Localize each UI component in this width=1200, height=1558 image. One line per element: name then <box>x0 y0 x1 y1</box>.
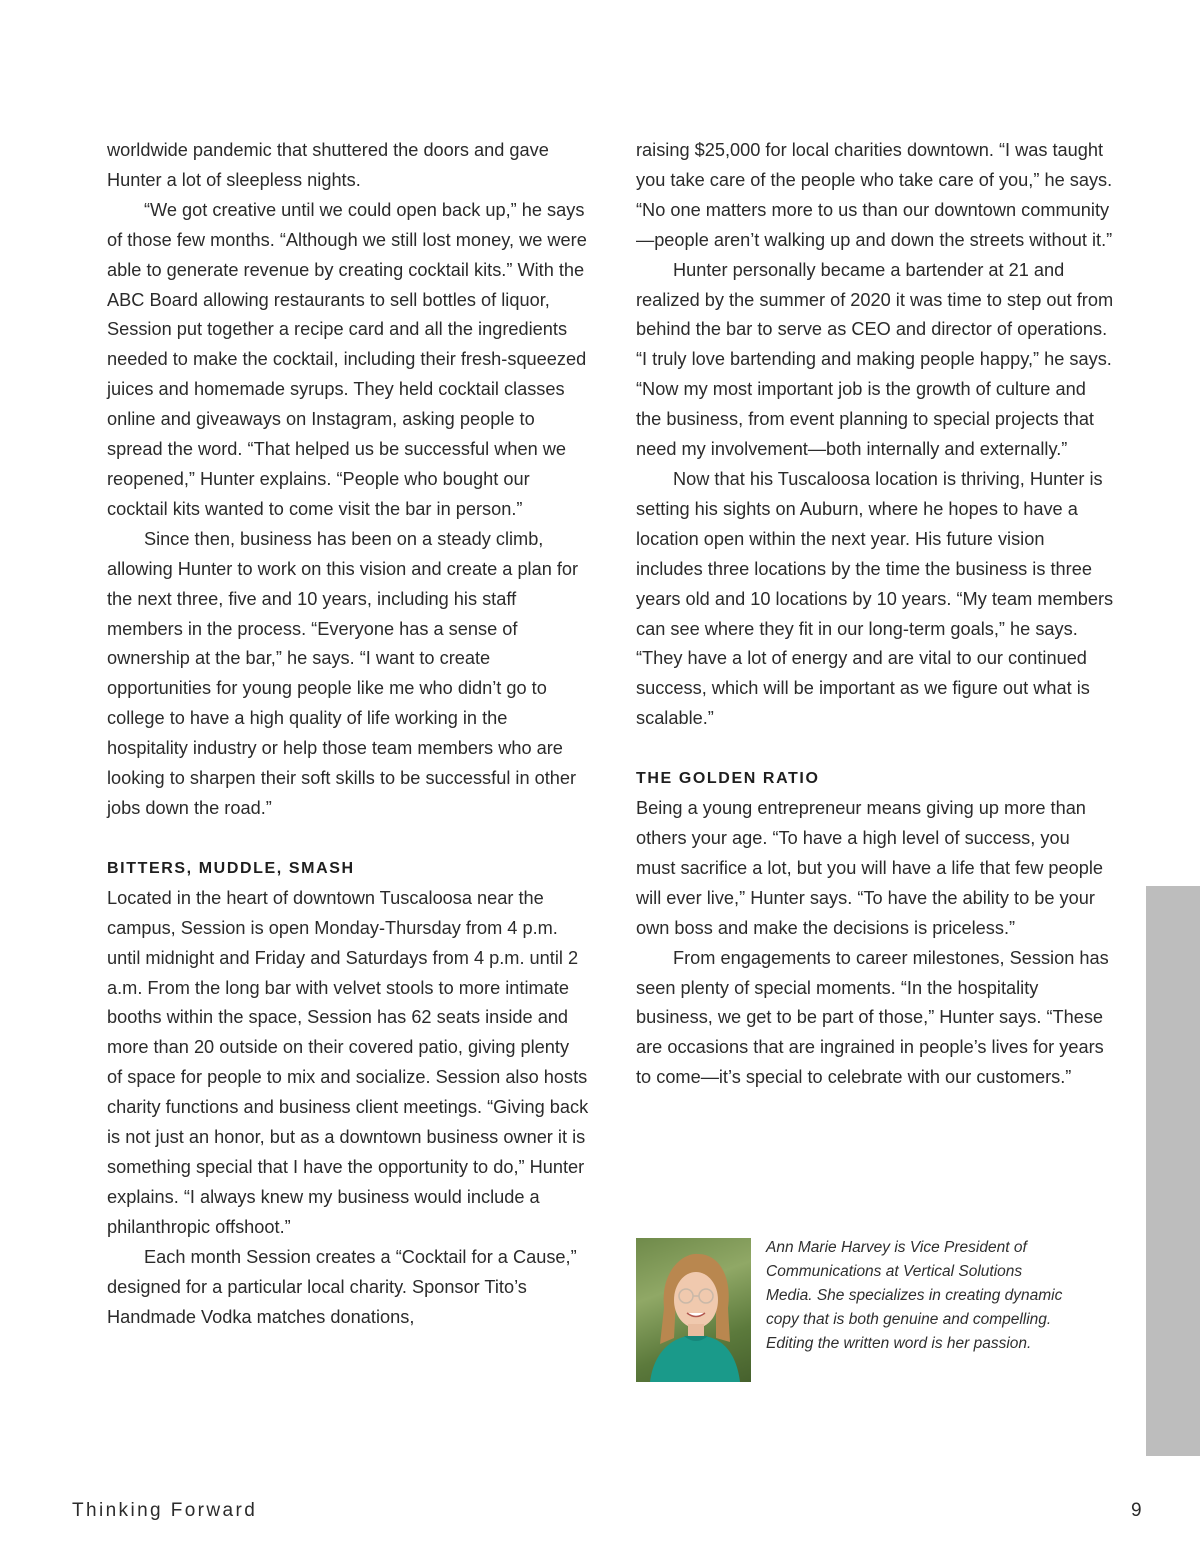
author-bio-text: Ann Marie Harvey is Vice President of Communications at Vertical Solutions Media. She specializes in creating dynamic copy that is both genuine and compelling. Editing the written word is her passion. <box>766 1239 1063 1352</box>
body-paragraph: Now that his Tuscaloosa location is thriving, Hunter is setting his sights on Auburn, where he hopes to have a location open within the next year. His future vision includes three locations by the time the business is three years old and 10 locations by 10 years. “My team members can see where they fit in our long-term goals,” he says. “They have a lot of energy and are vital to our continued success, which will be important as we figure out what is scalable.” <box>636 468 1114 729</box>
body-paragraph: “We got creative until we could open back up,” he says of those few months. “Although we still lost money, we were able to generate revenue by creating cocktail kits.” With the ABC Board allowing restaurants to sell bottles of liquor, Session put together a recipe card and all the ingredients needed to make the cocktail, including their fresh-squeezed juices and homemade syrups. They held cocktail classes online and giveaways on Instagram, asking people to spread the word. “That helped us be successful when we reopened,” Hunter explains. “People who bought our cocktail kits wanted to come visit the bar in person.” <box>107 199 587 519</box>
author-bio <box>636 1238 1116 1383</box>
author-photo <box>636 1238 751 1382</box>
body-paragraph: raising $25,000 for local charities downtown. “I was taught you take care of the people who take care of you,” he says. “No one matters more to us than our downtown community—people aren’t walking up and down the streets without it.” <box>636 140 1113 250</box>
body-paragraph: From engagements to career milestones, Session has seen plenty of special moments. “In the hospitality business, we get to be part of those,” Hunter says. “These are occasions that are ingrained in people’s lives for years to come—it’s special to celebrate with our customers.” <box>636 947 1109 1088</box>
side-tab <box>1146 886 1200 1456</box>
body-paragraph: Being a young entrepreneur means giving up more than others your age. “To have a high level of success, you must sacrifice a lot, but you will have a life that few people will ever live,” Hunter says. “To have the ability to be your own boss and make the decisions is priceless.” <box>636 798 1104 938</box>
body-paragraph: worldwide pandemic that shuttered the doors and gave Hunter a lot of sleepless nights. <box>107 140 549 190</box>
body-paragraph: Located in the heart of downtown Tuscaloosa near the campus, Session is open Monday-Thursday from 4 p.m. until midnight and Friday and Saturdays from 4 p.m. until 2 a.m. From the long bar with velvet stools to more intimate booths within the space, Session has 62 seats inside and more than 20 outside on their covered patio, giving plenty of space for people to mix and socialize. Session also hosts charity functions and business client meetings. “Giving back is not just an honor, but as a downtown business owner it is something special that I have the opportunity to do,” Hunter explains. “I always knew my business would include a philanthropic offshoot.” <box>107 887 589 1237</box>
page-number: 9 <box>1131 1500 1142 1521</box>
publication-title: Thinking Forward <box>72 1500 258 1521</box>
right-column <box>636 136 1114 1093</box>
left-column <box>107 136 589 1332</box>
section-heading: THE GOLDEN RATIO <box>636 770 820 788</box>
body-paragraph: Hunter personally became a bartender at 21 and realized by the summer of 2020 it was time to step out from behind the bar to serve as CEO and director of operations. “I truly love bartending and making people happy,” he says. “Now my most important job is the growth of culture and the business, from event planning to special projects that need my involvement—both internally and externally.” <box>636 259 1114 460</box>
section-heading: BITTERS, MUDDLE, SMASH <box>107 859 355 877</box>
body-paragraph: Since then, business has been on a steady climb, allowing Hunter to work on this vision and create a plan for the next three, five and 10 years, including his staff members in the process. “Everyone has a sense of ownership at the bar,” he says. “I want to create opportunities for young people like me who didn’t go to college to have a high quality of life working in the hospitality industry or help those team members who are looking to sharpen their soft skills to be successful in other jobs down the road.” <box>107 528 579 818</box>
body-paragraph: Each month Session creates a “Cocktail for a Cause,” designed for a particular local charity. Sponsor Tito’s Handmade Vodka matches donations, <box>107 1246 577 1327</box>
